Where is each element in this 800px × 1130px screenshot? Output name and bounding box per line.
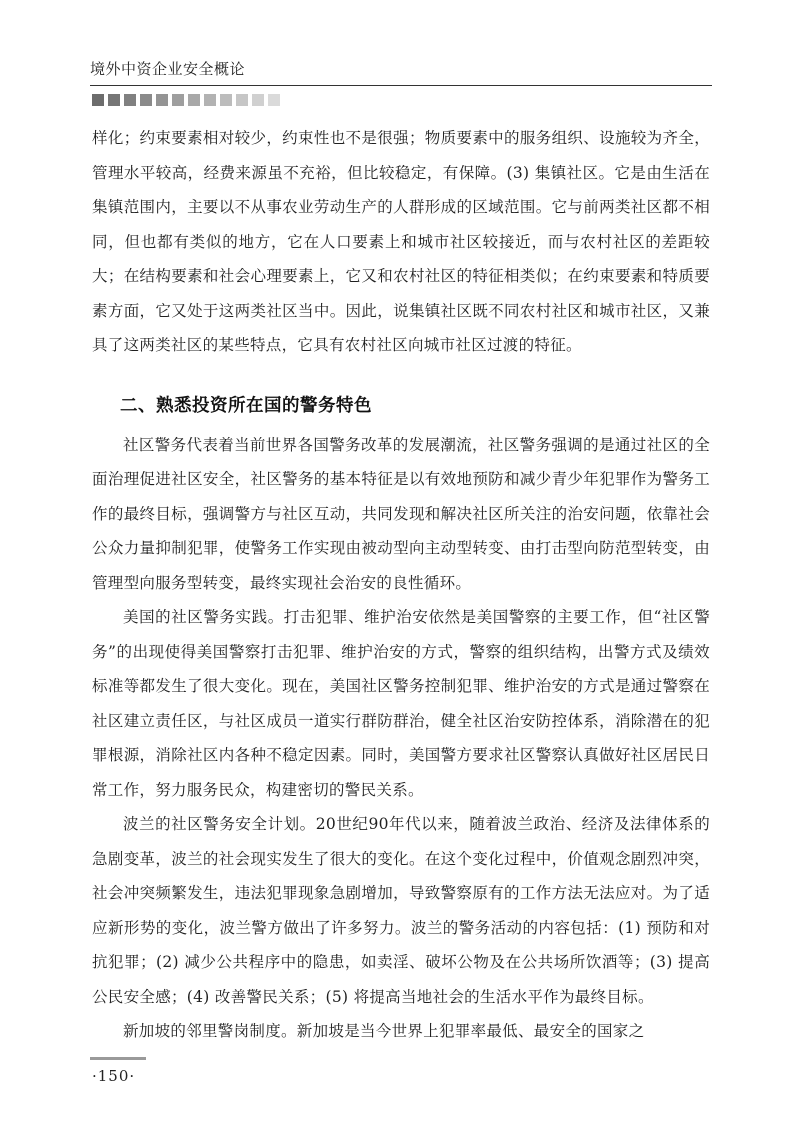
decoration-square — [188, 94, 200, 106]
decoration-square — [204, 94, 216, 106]
decoration-square — [172, 94, 184, 106]
decoration-square — [252, 94, 264, 106]
paragraph: 样化；约束要素相对较少，约束性也不是很强；物质要素中的服务组织、设施较为齐全，管理水平较高，经费来源虽不充裕，但比较稳定，有保障。(3) 集镇社区。它是由生活在集镇范围内，主要以不从事农业劳动生产的人群形成的区域范围。它与前两类社区都不相同，但也都有类似的地方，它在人口要素上和城市社区较接近，而与农村社区的差距较大；在结构要素和社会心理要素上，它又和农村社区的特征相类似；在约束要素和特质要素方面，它又处于这两类社区当中。因此，说集镇社区既不同农村社区和城市社区，又兼具了这两类社区的某些特点，它具有农村社区向城市社区过渡的特征。 — [92, 129, 710, 354]
decoration-square — [236, 94, 248, 106]
decoration-square — [92, 94, 104, 106]
section-heading: 二、熟悉投资所在国的警务特色 — [120, 395, 372, 416]
decoration-square — [124, 94, 136, 106]
decoration-square — [140, 94, 152, 106]
footer-rule — [90, 1057, 146, 1060]
decoration-square — [108, 94, 120, 106]
running-header: 境外中资企业安全概论 — [90, 60, 246, 78]
page-number: ·150· — [92, 1067, 136, 1085]
paragraph: 社区警务代表着当前世界各国警务改革的发展潮流，社区警务强调的是通过社区的全面治理促进社区安全，社区警务的基本特征是以有效地预防和减少青少年犯罪作为警务工作的最终目标，强调警方与社区互动，共同发现和解决社区所关注的治安问题，依靠社会公众力量抑制犯罪，使警务工作实现由被动型向主动型转变、由打击型向防范型转变，由管理型向服务型转变，最终实现社会治安的良性循环。 — [92, 435, 710, 592]
paragraph: 新加坡的邻里警岗制度。新加坡是当今世界上犯罪率最低、最安全的国家之 — [123, 1022, 645, 1040]
decoration-square — [156, 94, 168, 106]
body-text — [92, 121, 710, 1049]
paragraph: 波兰的社区警务安全计划。20世纪90年代以来，随着波兰政治、经济及法律体系的急剧变革，波兰的社会现实发生了很大的变化。在这个变化过程中，价值观念剧烈冲突，社会冲突频繁发生，违法犯罪现象急剧增加，导致警察原有的工作方法无法应对。为了适应新形势的变化，波兰警方做出了许多努力。波兰的警务活动的内容包括：(1) 预防和对抗犯罪；(2) 减少公共程序中的隐患，如卖淫、破坏公物及在公共场所饮酒等；(3) 提高公民安全感；(4) 改善警民关系；(5) 将提高当地社会的生活水平作为最终目标。 — [92, 815, 710, 1006]
decoration-square — [268, 94, 280, 106]
header-decoration-squares — [92, 94, 284, 106]
decoration-square — [220, 94, 232, 106]
header-rule — [90, 85, 712, 86]
paragraph: 美国的社区警务实践。打击犯罪、维护治安依然是美国警察的主要工作，但“社区警务”的出现使得美国警察打击犯罪、维护治安的方式，警察的组织结构，出警方式及绩效标准等都发生了很大变化。现在，美国社区警务控制犯罪、维护治安的方式是通过警察在社区建立责任区，与社区成员一道实行群防群治，健全社区治安防控体系，消除潜在的犯罪根源，消除社区内各种不稳定因素。同时，美国警方要求社区警察认真做好社区居民日常工作，努力服务民众，构建密切的警民关系。 — [92, 608, 710, 799]
